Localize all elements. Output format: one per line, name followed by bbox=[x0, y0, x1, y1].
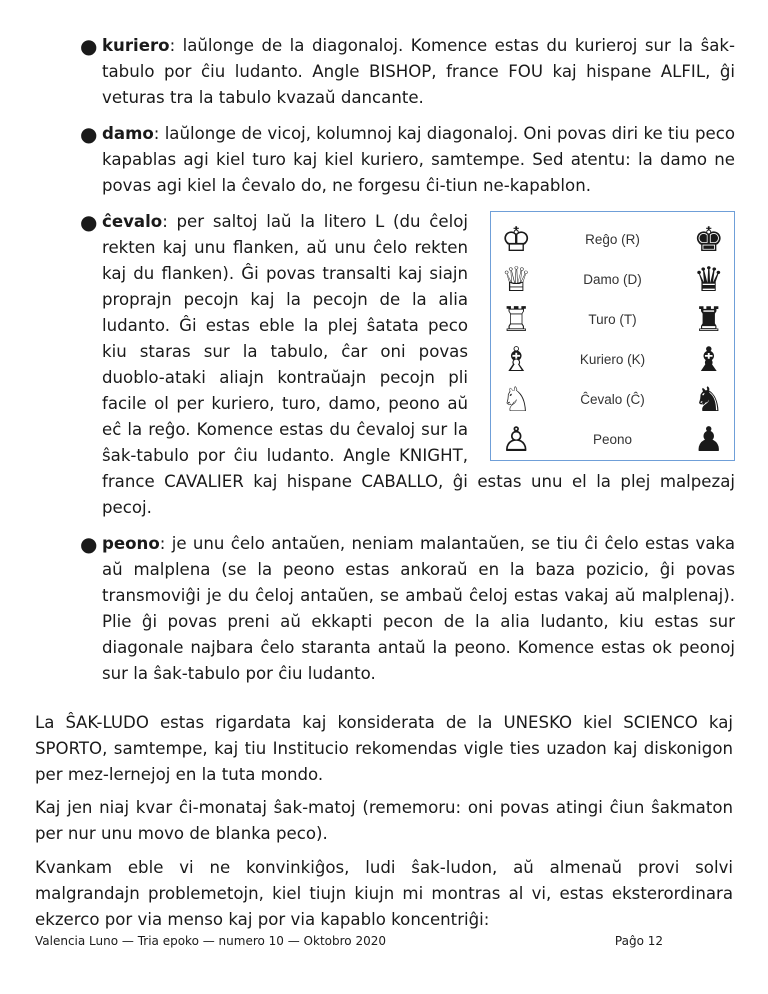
piece-moves-list bbox=[80, 33, 735, 697]
list-item-text: : je unu ĉelo antaŭen, neniam malantaŭen, se tiu ĉi ĉelo estas vaka aŭ malplena (se la peono estas ankoraŭ en la baza pozicio, ĝi povas transmoviĝi je du ĉeloj antaŭen, se ambaŭ ĉeloj estas vakaj aŭ malplenaj). Plie ĝi povas preni aŭ ekkapti pecon de la alia ludanto, kiu estas sur diagonale najbara ĉelo staranta antaŭ la peono. Komence estas ok peonoj sur la ŝak-tabulo por ĉiu ludanto. bbox=[102, 534, 735, 683]
piece-label: Peono bbox=[592, 432, 633, 447]
piece-row-rook bbox=[491, 300, 734, 340]
piece-label: Ĉevalo (Ĉ) bbox=[580, 392, 645, 407]
paragraph-sakmatoj: Kaj jen niaj kvar ĉi-monataj ŝak-matoj (rememoru: oni povas atingi ĉiun ŝakmaton per nur unu movo de blanka peco). bbox=[35, 798, 733, 843]
bullet-icon: ● bbox=[80, 34, 98, 58]
black-pawn-icon: ♟ bbox=[693, 420, 724, 460]
list-item-term: kuriero bbox=[102, 36, 170, 55]
piece-row-queen bbox=[491, 260, 734, 300]
paragraph-unesko: La ŜAK-LUDO estas rigardata kaj konsiderata de la UNESKO kiel SCIENCO kaj SPORTO, samtempe, kaj tiu Institucio rekomendas vigle ties uzadon kaj diskonigon per mez-lernejoj en la tuta mondo. bbox=[35, 713, 733, 784]
bullet-icon: ● bbox=[80, 210, 98, 234]
paragraph-ekzerco: Kvankam eble vi ne konvinkiĝos, ludi ŝak-ludon, aŭ almenaŭ provi solvi malgrandajn problemetojn, kiel tiujn kiujn mi montras al vi, estas eksterordinara ekzerco por via menso kaj por via kapablo koncentriĝi: bbox=[35, 858, 733, 929]
white-pawn-icon: ♙ bbox=[501, 420, 532, 460]
piece-label: Kuriero (K) bbox=[579, 352, 646, 367]
white-knight-icon: ♘ bbox=[501, 380, 532, 420]
list-item-kuriero bbox=[80, 33, 735, 111]
piece-row-bishop bbox=[491, 340, 734, 380]
list-item-body bbox=[102, 121, 735, 199]
list-item-term: damo bbox=[102, 124, 154, 143]
white-bishop-icon: ♗ bbox=[501, 340, 532, 380]
piece-label: Damo (D) bbox=[583, 272, 642, 287]
bullet-icon: ● bbox=[80, 532, 98, 556]
list-item-term: ĉevalo bbox=[102, 212, 163, 231]
list-item-text: : per saltoj laŭ la litero L (du ĉeloj rekten kaj unu flanken, aŭ unu ĉelo rekten kaj du flanken). Ĝi povas transalti kaj siajn proprajn pecojn kaj la pecojn de la alia ludanto. Ĝi estas eble la plej ŝatata peco kiu staras sur la tabulo, ĉar oni povas duoblo-ataki aliajn kontraŭajn pecojn pli facile ol per kuriero, turo, damo, peono aŭ eĉ la reĝo. Komence estas du ĉevaloj sur la ŝak-tabulo por ĉiu ludanto. Angle KNIGHT, france CAVALIER kaj hispane CABALLO, ĝi estas unu el la plej malpezaj pecoj. bbox=[102, 212, 735, 517]
list-item-text: : laŭlonge de la diagonaloj. Komence estas du kurieroj sur la ŝak-tabulo por ĉiu ludanto. Angle BISHOP, france FOU kaj hispane ALFIL, ĝi veturas tra la tabulo kvazaŭ dancante. bbox=[102, 36, 735, 107]
black-king-icon: ♚ bbox=[693, 220, 724, 260]
black-queen-icon: ♛ bbox=[693, 260, 724, 300]
page-footer bbox=[35, 933, 663, 949]
footer-publication: Valencia Luno — Tria epoko — numero 10 — Oktobro 2020 bbox=[35, 934, 386, 948]
piece-label: Reĝo (R) bbox=[585, 232, 640, 247]
piece-row-knight bbox=[491, 380, 734, 420]
black-bishop-icon: ♝ bbox=[693, 340, 724, 380]
white-king-icon: ♔ bbox=[501, 220, 532, 260]
list-item-term: peono bbox=[102, 534, 160, 553]
page-number: Paĝo 12 bbox=[614, 934, 663, 948]
list-item-peono bbox=[80, 531, 735, 687]
piece-row-pawn bbox=[491, 420, 734, 460]
black-knight-icon: ♞ bbox=[693, 380, 724, 420]
chess-pieces-table bbox=[490, 211, 735, 461]
list-item-body bbox=[102, 531, 735, 687]
list-item-cevalo bbox=[80, 209, 735, 521]
bullet-icon: ● bbox=[80, 122, 98, 146]
list-item-damo bbox=[80, 121, 735, 199]
piece-row-king bbox=[491, 220, 734, 260]
white-queen-icon: ♕ bbox=[501, 260, 532, 300]
list-item-text: : laŭlonge de vicoj, kolumnoj kaj diagonaloj. Oni povas diri ke tiu peco kapablas agi kiel turo kaj kiel kuriero, samtempe. Sed atentu: la damo ne povas agi kiel la ĉevalo do, ne forgesu ĉi-tiun ne-kapablon. bbox=[102, 124, 735, 195]
list-item-body bbox=[102, 33, 735, 111]
piece-label: Turo (T) bbox=[588, 312, 637, 327]
white-rook-icon: ♖ bbox=[501, 300, 532, 340]
black-rook-icon: ♜ bbox=[693, 300, 724, 340]
list-item-body bbox=[102, 209, 735, 521]
